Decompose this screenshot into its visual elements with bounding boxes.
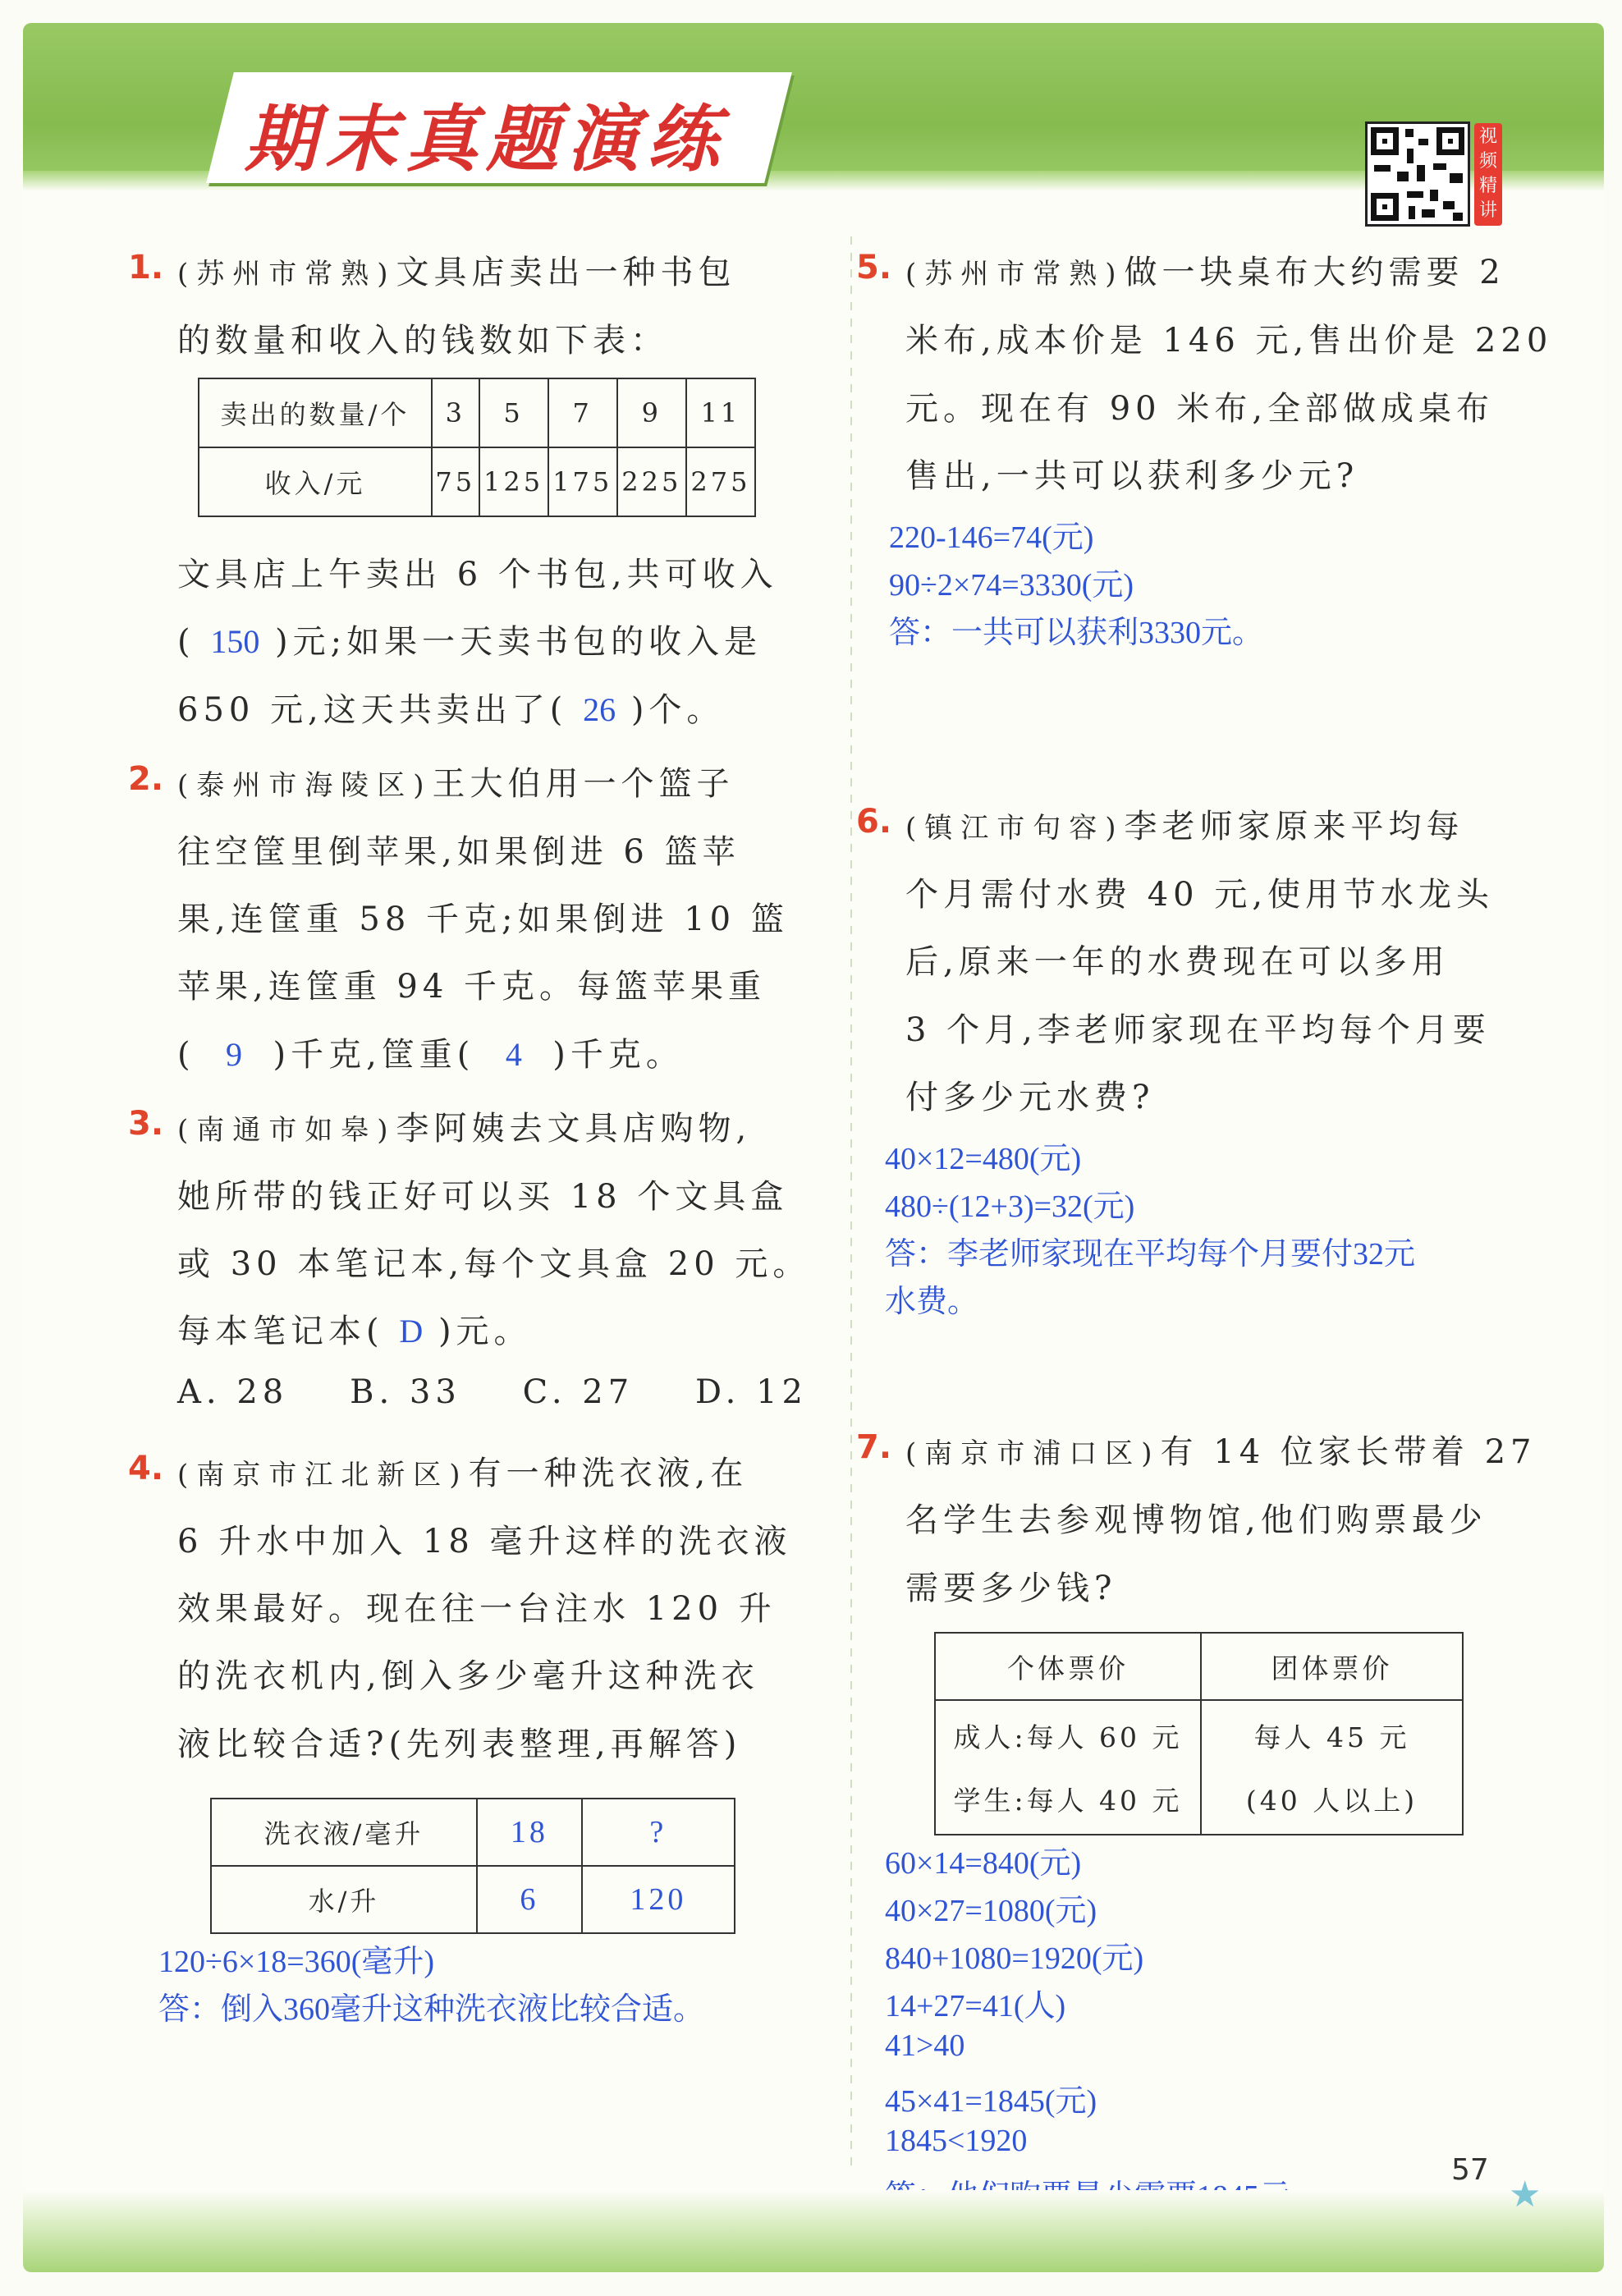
star-icon: ★ — [1509, 2174, 1542, 2216]
q5-answer-1: 220-146=74(元) — [889, 520, 1094, 555]
q1-table — [198, 378, 756, 517]
q5-line-1: (苏州市常熟)做一块桌布大约需要 2 — [905, 254, 1505, 291]
q7-group-prices — [1201, 1700, 1463, 1835]
table-cell: 9 — [617, 378, 686, 447]
footer-band — [23, 2190, 1604, 2272]
q7-line-3: 需要多少钱? — [905, 1570, 1117, 1607]
q3-line-2: 她所带的钱正好可以买 18 个文具盒 — [177, 1178, 789, 1216]
q1-after-1: 文具店上午卖出 6 个书包,共可收入 — [177, 556, 778, 593]
q6-answer-4: 水费。 — [885, 1285, 979, 1319]
table-cell: 7 — [548, 378, 617, 447]
q1-line-2: 的数量和收入的钱数如下表： — [177, 322, 668, 360]
q5-line-2: 米布,成本价是 146 元,售出价是 220 — [905, 322, 1553, 360]
q1-row2-label: 收入/元 — [199, 447, 432, 516]
q7-head-1: 个体票价 — [935, 1633, 1201, 1700]
q3-source: (南通市如皋) — [177, 1114, 396, 1147]
q6-source: (镇江市句容) — [905, 812, 1125, 845]
q7-adult-price: 成人:每人 60 元 — [953, 1721, 1183, 1753]
q1-line-1 — [177, 246, 736, 293]
qr-code-icon[interactable] — [1365, 121, 1470, 227]
q6-line-2: 个月需付水费 40 元,使用节水龙头 — [905, 876, 1495, 914]
q3-line-3: 或 30 本笔记本,每个文具盒 20 元。 — [177, 1245, 811, 1283]
q6-number: 6. — [856, 803, 892, 841]
q2-answer-2: 4 — [505, 1036, 522, 1073]
q1-after-2: ( 150 )元;如果一天卖书包的收入是 — [177, 623, 763, 661]
q7-number: 7. — [856, 1428, 892, 1466]
q5-line-3: 元。现在有 90 米布,全部做成桌布 — [905, 390, 1495, 428]
q6-answer-2: 480÷(12+3)=32(元) — [885, 1189, 1135, 1224]
q7-answer-7: 1845<1920 — [885, 2124, 1028, 2158]
q7-group-condition: (40 人以上) — [1245, 1785, 1418, 1817]
table-cell: 3 — [432, 378, 479, 447]
q2-line-2: 往空筐里倒苹果,如果倒进 6 篮苹 — [177, 833, 740, 871]
q7-answer-4: 14+27=41(人) — [885, 1989, 1066, 2023]
q7-source: (南京市浦口区) — [905, 1437, 1161, 1470]
q6-line-1: (镇江市句容)李老师家原来平均每 — [905, 808, 1464, 846]
q4-line-2: 6 升水中加入 18 毫升这样的洗衣液 — [177, 1523, 792, 1560]
q2-line-1: (泰州市海陵区)王大伯用一个篮子 — [177, 765, 735, 803]
q4-source: (南京市江北新区) — [177, 1459, 469, 1492]
q4-table-row — [211, 1866, 735, 1933]
q3-answer: D — [399, 1313, 424, 1350]
q6-line-5: 付多少元水费? — [905, 1079, 1155, 1116]
q4-row1-label: 洗衣液/毫升 — [211, 1799, 477, 1866]
q1-number: 1. — [128, 249, 164, 286]
table-cell: 5 — [479, 378, 548, 447]
q2-line-5: ( 9 )千克,筐重( 4 )千克。 — [177, 1036, 684, 1074]
table-cell: 75 — [432, 447, 479, 516]
q4-table — [210, 1798, 735, 1934]
video-lecture-badge[interactable]: 视频精讲 — [1474, 123, 1502, 226]
q4-number: 4. — [128, 1450, 164, 1487]
table-cell: ? — [582, 1799, 735, 1866]
q1-source: (苏州市常熟) — [177, 258, 396, 291]
table-cell: 225 — [617, 447, 686, 516]
q1-table-row — [199, 378, 755, 447]
q7-head-2: 团体票价 — [1201, 1633, 1463, 1700]
q5-answer-2: 90÷2×74=3330(元) — [889, 568, 1134, 603]
q7-answer-5: 41>40 — [885, 2028, 965, 2063]
q7-answer-6: 45×41=1845(元) — [885, 2084, 1097, 2119]
q6-line-3: 后,原来一年的水费现在可以多用 — [905, 943, 1450, 981]
q6-answer-1: 40×12=480(元) — [885, 1142, 1082, 1176]
table-cell: 175 — [548, 447, 617, 516]
q2-line-4: 苹果,连筐重 94 千克。每篮苹果重 — [177, 968, 767, 1006]
q4-answer-1: 120÷6×18=360(毫升) — [158, 1945, 435, 1979]
q4-line-5: 液比较合适?(先列表整理,再解答) — [177, 1725, 742, 1763]
q3-line-4: 每本笔记本( D )元。 — [177, 1313, 532, 1350]
q4-answer-2: 答：倒入360毫升这种洗衣液比较合适。 — [158, 1992, 705, 2027]
q4-line-4: 的洗衣机内,倒入多少毫升这种洗衣 — [177, 1657, 759, 1695]
q7-group-price: 每人 45 元 — [1253, 1721, 1410, 1753]
page-number: 57 — [1451, 2153, 1489, 2187]
q4-row2-label: 水/升 — [211, 1866, 477, 1933]
q5-source: (苏州市常熟) — [905, 258, 1125, 291]
q7-answer-1: 60×14=840(元) — [885, 1846, 1082, 1881]
q2-answer-1: 9 — [226, 1036, 243, 1073]
table-cell: 6 — [477, 1866, 582, 1933]
table-cell: 120 — [582, 1866, 735, 1933]
table-cell: 275 — [686, 447, 755, 516]
page-title: 期末真题演练 — [245, 97, 728, 181]
q5-number: 5. — [856, 249, 892, 286]
q1-answer-2: 26 — [583, 691, 616, 728]
q7-line-2: 名学生去参观博物馆,他们购票最少 — [905, 1501, 1487, 1539]
q4-line-1: (南京市江北新区)有一种洗衣液,在 — [177, 1455, 749, 1492]
q1-answer-1: 150 — [210, 623, 260, 660]
q3-line-1: (南通市如皋)李阿姨去文具店购物, — [177, 1110, 752, 1148]
q7-table-row — [935, 1633, 1463, 1700]
q5-line-4: 售出,一共可以获利多少元? — [905, 457, 1359, 495]
q1-text: 文具店卖出一种书包 — [396, 254, 736, 291]
q7-table — [934, 1632, 1464, 1835]
table-cell: 125 — [479, 447, 548, 516]
q2-number: 2. — [128, 760, 164, 798]
q3-number: 3. — [128, 1105, 164, 1143]
column-divider — [850, 236, 852, 2165]
q1-table-row — [199, 447, 755, 516]
q7-line-1: (南京市浦口区)有 14 位家长带着 27 — [905, 1433, 1537, 1471]
q5-answer-3: 答：一共可以获利3330元。 — [889, 616, 1264, 650]
q3-options: A. 28 B. 33 C. 27 D. 12 — [177, 1373, 808, 1411]
q4-line-3: 效果最好。现在往一台注水 120 升 — [177, 1590, 777, 1628]
q7-answer-3: 840+1080=1920(元) — [885, 1941, 1144, 1976]
q6-answer-3: 答：李老师家现在平均每个月要付32元 — [885, 1237, 1416, 1272]
q7-individual-prices — [935, 1700, 1201, 1835]
q6-line-4: 3 个月,李老师家现在平均每个月要 — [905, 1011, 1491, 1049]
q2-source: (泰州市海陵区) — [177, 769, 433, 802]
q7-student-price: 学生:每人 40 元 — [953, 1785, 1183, 1817]
q7-table-row — [935, 1700, 1463, 1835]
q1-row1-label: 卖出的数量/个 — [199, 378, 432, 447]
q7-answer-2: 40×27=1080(元) — [885, 1894, 1097, 1928]
table-cell: 11 — [686, 378, 755, 447]
q1-after-3: 650 元,这天共卖出了( 26 )个。 — [177, 691, 725, 729]
table-cell: 18 — [477, 1799, 582, 1866]
q2-line-3: 果,连筐重 58 千克;如果倒进 10 篮 — [177, 901, 789, 938]
q4-table-row — [211, 1799, 735, 1866]
page — [23, 23, 1604, 2272]
